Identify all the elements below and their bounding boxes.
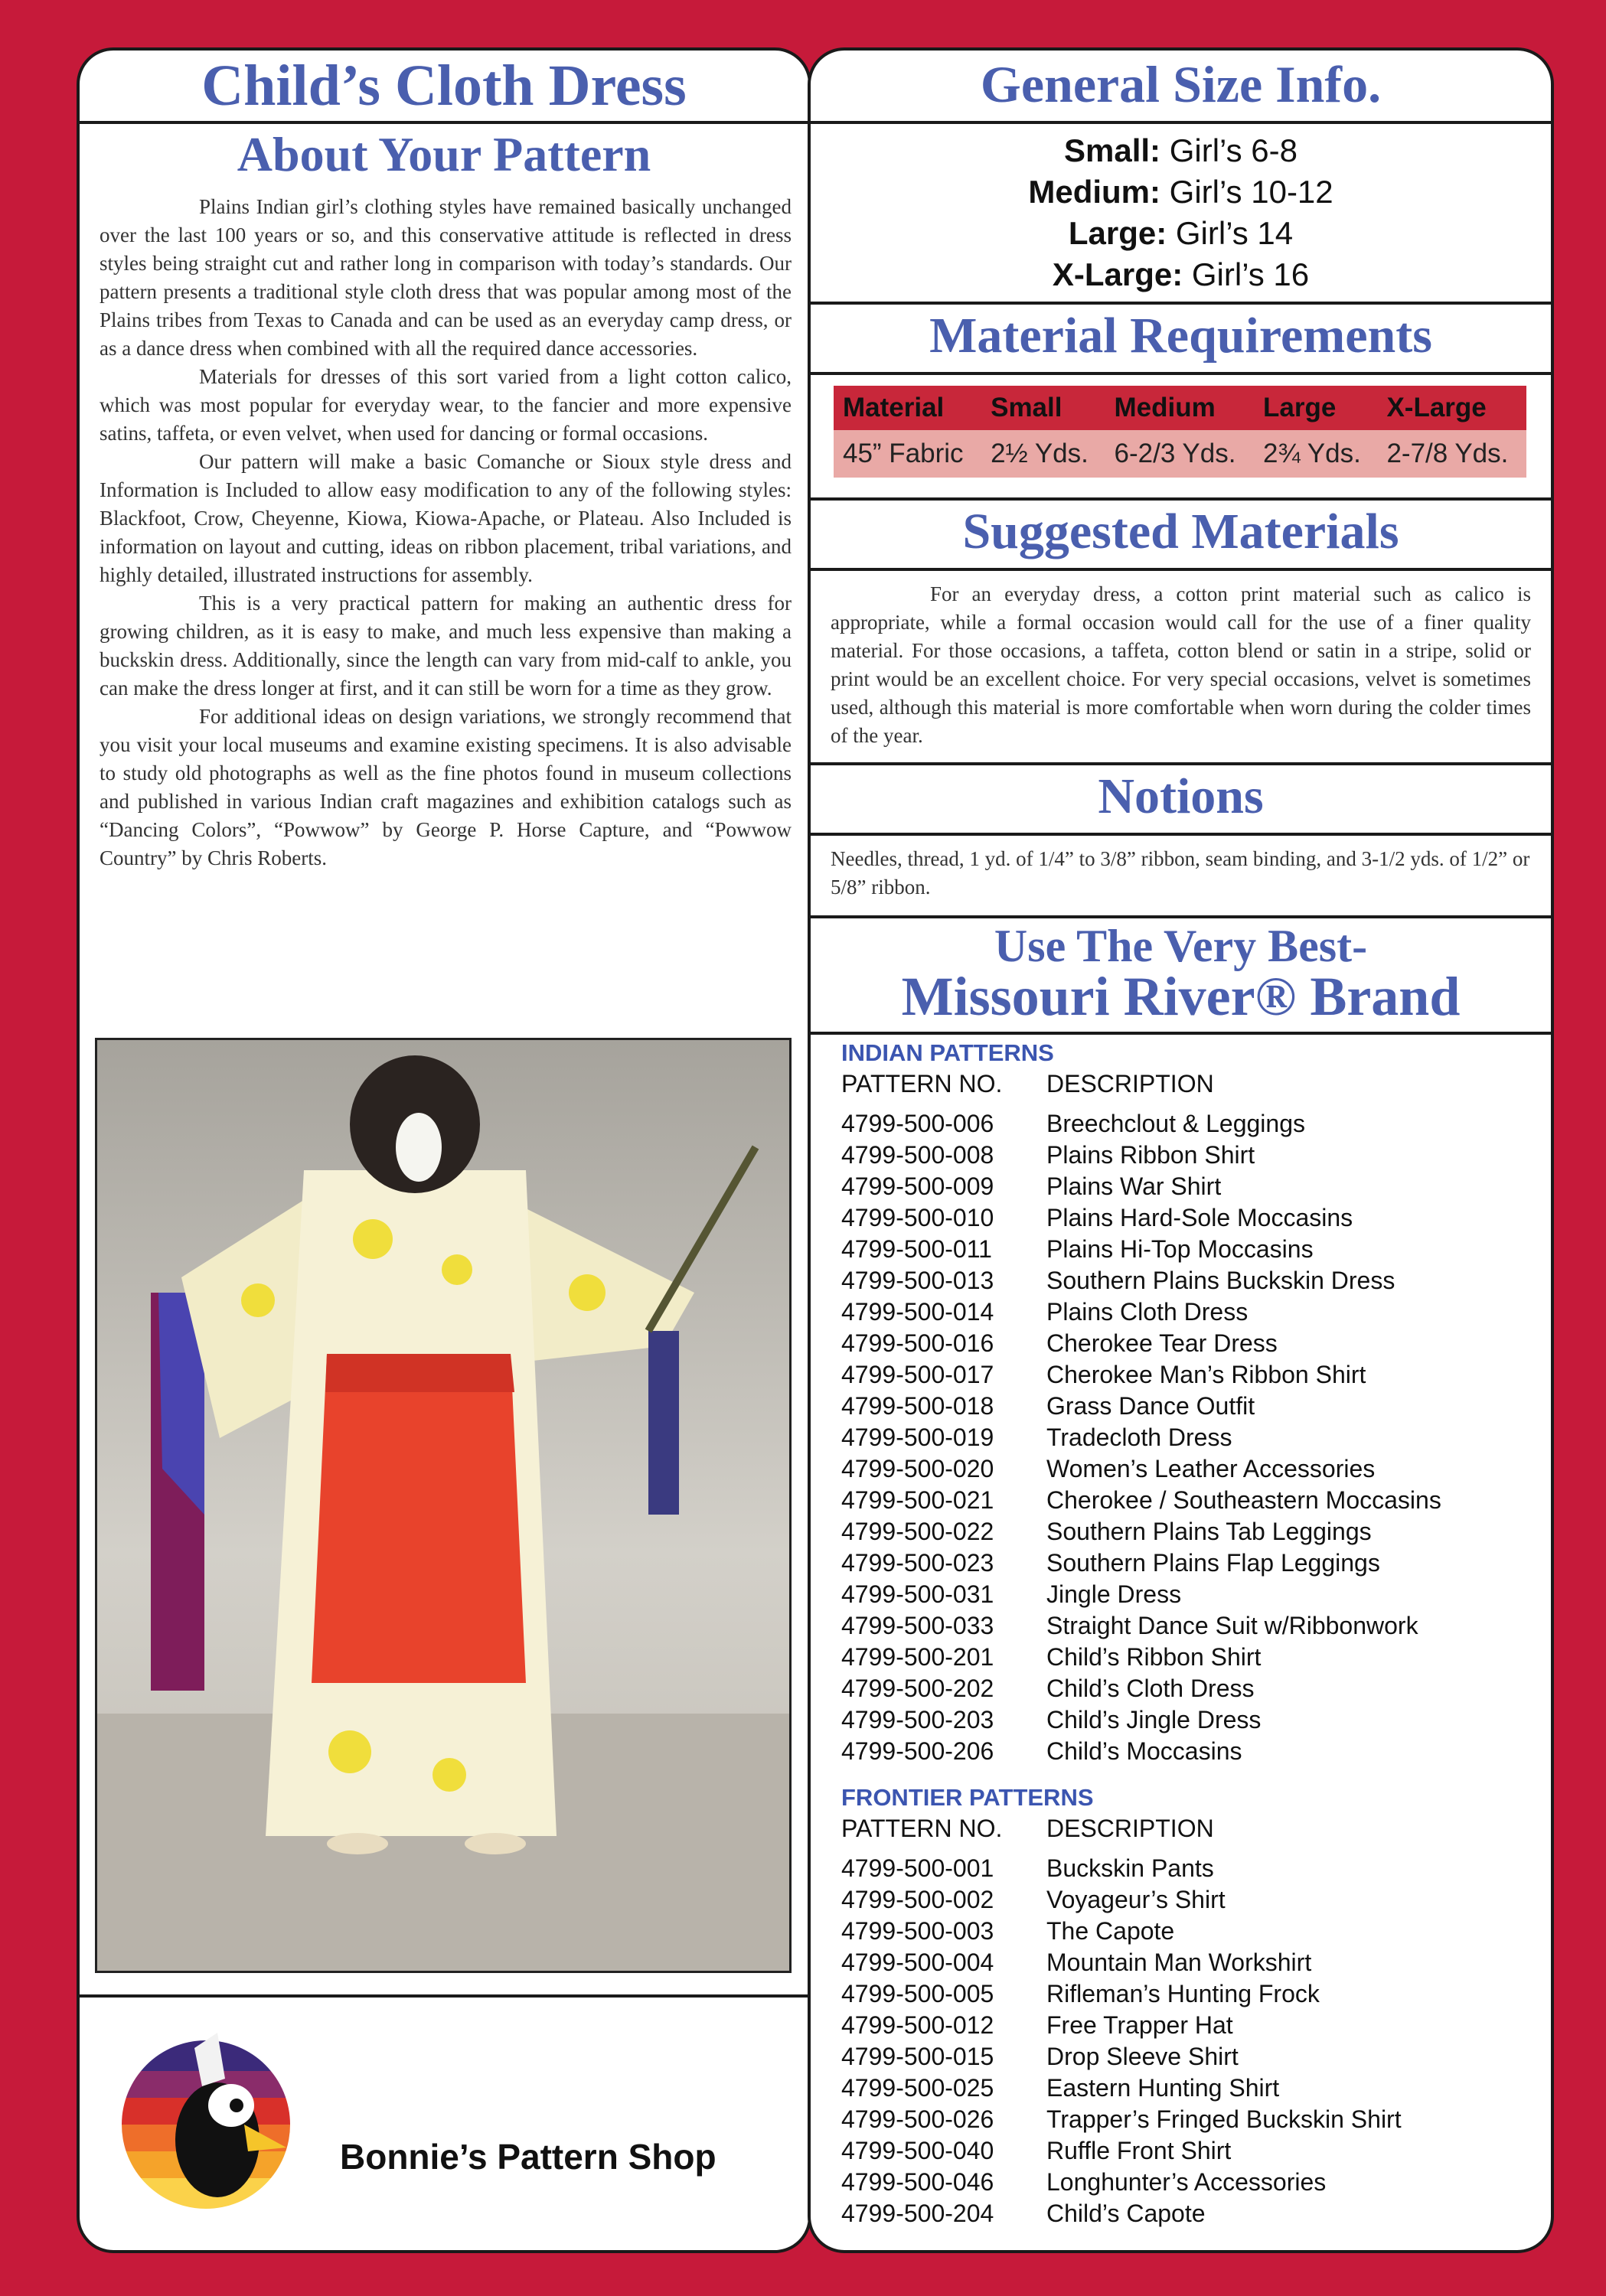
material-cell: 2½ Yds. bbox=[981, 430, 1105, 478]
size-label: Large: bbox=[1068, 215, 1167, 251]
brand-name: Bonnie’s Pattern Shop bbox=[340, 2137, 716, 2177]
size-title: General Size Info. bbox=[980, 55, 1382, 113]
pattern-number: 4799-500-204 bbox=[841, 2200, 994, 2227]
pattern-row bbox=[841, 1422, 1536, 1453]
material-header: Material bbox=[834, 386, 981, 430]
pattern-row bbox=[841, 1704, 1536, 1736]
pattern-description: Mountain Man Workshirt bbox=[1046, 1949, 1312, 1976]
pattern-description: Breechclout & Leggings bbox=[1046, 1110, 1305, 1137]
pattern-row bbox=[841, 1947, 1536, 1978]
pattern-number: 4799-500-012 bbox=[841, 2011, 994, 2039]
pattern-row bbox=[841, 1140, 1536, 1171]
pattern-number: 4799-500-015 bbox=[841, 2043, 994, 2070]
pattern-description: Eastern Hunting Shirt bbox=[1046, 2074, 1280, 2102]
pattern-description: Straight Dance Suit w/Ribbonwork bbox=[1046, 1612, 1418, 1639]
pattern-number: 4799-500-033 bbox=[841, 1612, 994, 1639]
pattern-number: 4799-500-016 bbox=[841, 1329, 994, 1357]
material-cell: 6-2/3 Yds. bbox=[1105, 430, 1255, 478]
size-row bbox=[811, 254, 1551, 295]
pattern-number: 4799-500-001 bbox=[841, 1854, 994, 1882]
pattern-description: Child’s Jingle Dress bbox=[1046, 1706, 1262, 1733]
col-header-desc: DESCRIPTION bbox=[1046, 1815, 1214, 1842]
divider bbox=[80, 121, 808, 124]
size-row bbox=[811, 130, 1551, 171]
pattern-row bbox=[841, 1548, 1536, 1579]
size-label: Small: bbox=[1064, 132, 1161, 168]
page-title: Child’s Cloth Dress bbox=[201, 54, 687, 118]
pattern-description: Cherokee Tear Dress bbox=[1046, 1329, 1278, 1357]
category-heading: INDIAN PATTERNS bbox=[841, 1039, 1054, 1066]
col-header-desc: DESCRIPTION bbox=[1046, 1070, 1214, 1097]
size-list bbox=[811, 130, 1551, 295]
pattern-row bbox=[841, 1391, 1536, 1422]
pattern-row bbox=[841, 1359, 1536, 1391]
indian-pattern-list bbox=[841, 1039, 1536, 1767]
pattern-description: Plains Cloth Dress bbox=[1046, 1298, 1249, 1326]
divider bbox=[811, 497, 1551, 501]
col-header-no: PATTERN NO. bbox=[841, 1070, 1003, 1097]
pattern-row bbox=[841, 1673, 1536, 1704]
pattern-number: 4799-500-031 bbox=[841, 1580, 994, 1608]
pattern-row bbox=[841, 1171, 1536, 1202]
material-header: Small bbox=[981, 386, 1105, 430]
pattern-number: 4799-500-025 bbox=[841, 2074, 994, 2102]
size-value: Girl’s 6-8 bbox=[1169, 132, 1298, 168]
pattern-number: 4799-500-021 bbox=[841, 1486, 994, 1514]
pattern-row bbox=[841, 1978, 1536, 2010]
pattern-description: Plains Hi-Top Moccasins bbox=[1046, 1235, 1314, 1263]
pattern-description: Southern Plains Buckskin Dress bbox=[1046, 1267, 1395, 1294]
pattern-number: 4799-500-046 bbox=[841, 2168, 994, 2196]
pattern-description: Child’s Cloth Dress bbox=[1046, 1675, 1255, 1702]
pattern-row bbox=[841, 1916, 1536, 1947]
pattern-description: Child’s Capote bbox=[1046, 2200, 1206, 2227]
pattern-description: Voyageur’s Shirt bbox=[1046, 1886, 1226, 1913]
notions-text: Needles, thread, 1 yd. of 1/4” to 3/8” ribbon, seam binding, and 3-1/2 yds. of 1/2” or 5/8” ribbon. bbox=[831, 847, 1530, 899]
pattern-row bbox=[841, 1296, 1536, 1328]
material-header: Large bbox=[1254, 386, 1377, 430]
size-value: Girl’s 16 bbox=[1191, 256, 1310, 292]
dress-photo bbox=[95, 1038, 792, 1973]
divider bbox=[811, 302, 1551, 305]
pattern-description: Ruffle Front Shirt bbox=[1046, 2137, 1232, 2164]
pattern-number: 4799-500-026 bbox=[841, 2105, 994, 2133]
divider bbox=[811, 762, 1551, 765]
pattern-description: Grass Dance Outfit bbox=[1046, 1392, 1255, 1420]
about-paragraph: For additional ideas on design variations, we strongly recommend that you visit your local museums and examine existing specimens. It is also advisable to study old photographs as well as the fine photos found in museum collections and published in various Indian craft magazines and exhibition catalogs such as “Dancing Colors”, “Powwow” by George P. Horse Capture, and “Powwow Country” by Chris Roberts. bbox=[100, 705, 792, 869]
pattern-number: 4799-500-011 bbox=[841, 1235, 992, 1263]
pattern-description: Cherokee Man’s Ribbon Shirt bbox=[1046, 1361, 1366, 1388]
pattern-row bbox=[841, 2198, 1536, 2229]
pattern-number: 4799-500-018 bbox=[841, 1392, 994, 1420]
pattern-row bbox=[841, 1234, 1536, 1265]
pattern-row bbox=[841, 1642, 1536, 1673]
about-paragraph: Materials for dresses of this sort varied from a light cotton calico, which was most popular for everyday wear, to the fancier and more expensive satins, taffeta, or even velvet, when used for dancing or formal occasions. bbox=[100, 365, 792, 445]
pattern-description: Longhunter’s Accessories bbox=[1046, 2168, 1327, 2196]
frontier-pattern-list bbox=[841, 1784, 1536, 2229]
pattern-row bbox=[841, 1579, 1536, 1610]
pattern-number: 4799-500-014 bbox=[841, 1298, 994, 1326]
pattern-description: Cherokee / Southeastern Moccasins bbox=[1046, 1486, 1441, 1514]
pattern-row bbox=[841, 1884, 1536, 1916]
brand-title: Missouri River® Brand bbox=[901, 966, 1461, 1027]
col-header-no: PATTERN NO. bbox=[841, 1815, 1003, 1842]
pattern-row bbox=[841, 2167, 1536, 2198]
size-row bbox=[811, 213, 1551, 254]
pattern-description: Plains Hard-Sole Moccasins bbox=[1046, 1204, 1353, 1231]
about-paragraph: Plains Indian girl’s clothing styles have remained basically unchanged over the last 100 years or so, and this conservative attitude is reflected in dress styles being straight cut and rather long in comparison with today’s standards. Our pattern presents a traditional style cloth dress that was popular among most of the Plains tribes from Texas to Canada and can be used as an everyday camp dress, or as a dance dress when combined with all the required dance accessories. bbox=[100, 195, 792, 360]
pattern-number: 4799-500-019 bbox=[841, 1424, 994, 1451]
pattern-description: Southern Plains Flap Leggings bbox=[1046, 1549, 1380, 1577]
material-cell: 45” Fabric bbox=[834, 430, 981, 478]
pattern-number: 4799-500-202 bbox=[841, 1675, 994, 1702]
pattern-row bbox=[841, 2010, 1536, 2041]
pattern-number: 4799-500-009 bbox=[841, 1172, 994, 1200]
divider bbox=[80, 1994, 808, 1998]
size-value: Girl’s 14 bbox=[1175, 215, 1294, 251]
size-label: Medium: bbox=[1028, 174, 1160, 210]
notions-title: Notions bbox=[1098, 768, 1264, 824]
pattern-row bbox=[841, 1853, 1536, 1884]
pattern-number: 4799-500-023 bbox=[841, 1549, 994, 1577]
divider bbox=[811, 568, 1551, 571]
pattern-row bbox=[841, 1516, 1536, 1548]
pattern-number: 4799-500-002 bbox=[841, 1886, 994, 1913]
pattern-description: Child’s Moccasins bbox=[1046, 1737, 1242, 1765]
pattern-row bbox=[841, 1328, 1536, 1359]
pattern-description: Buckskin Pants bbox=[1046, 1854, 1214, 1882]
pattern-number: 4799-500-004 bbox=[841, 1949, 994, 1976]
pattern-number: 4799-500-206 bbox=[841, 1737, 994, 1765]
pattern-description: Jingle Dress bbox=[1046, 1580, 1182, 1608]
about-paragraph: This is a very practical pattern for making an authentic dress for growing children, as it is easy to make, and much less expensive than making a buckskin dress. Additionally, since the length can vary from mid-calf to ankle, you can make the dress longer at first, and it can still be worn for a time as they grow. bbox=[100, 592, 792, 700]
pattern-row bbox=[841, 2104, 1536, 2135]
material-table bbox=[834, 386, 1526, 478]
dress-illustration bbox=[97, 1040, 789, 1971]
divider bbox=[811, 833, 1551, 836]
pattern-number: 4799-500-013 bbox=[841, 1267, 994, 1294]
size-row bbox=[811, 171, 1551, 213]
pattern-description: Women’s Leather Accessories bbox=[1046, 1455, 1376, 1482]
pattern-number: 4799-500-003 bbox=[841, 1917, 994, 1945]
pattern-row bbox=[841, 2073, 1536, 2104]
about-paragraph: Our pattern will make a basic Comanche or Sioux style dress and Information is Included to allow easy modification to any of the following styles: Blackfoot, Crow, Cheyenne, Kiowa, Kiowa-Apache, or Plateau. Also Included is information on layout and cutting, ideas on ribbon placement, tribal variations, and highly detailed, illustrated instructions for assembly. bbox=[100, 450, 792, 586]
pattern-number: 4799-500-201 bbox=[841, 1643, 994, 1671]
suggested-text: For an everyday dress, a cotton print material such as calico is appropriate, while a formal occasion would call for the use of a finer quality material. For those occasions, a taffeta, cotton blend or satin in a stripe, solid or print would be an excellent choice. For very special occasions, velvet is sometimes used, although this material is more comfortable when worn during the colder times of the year. bbox=[831, 582, 1531, 747]
material-cell: 2¾ Yds. bbox=[1254, 430, 1377, 478]
pattern-row bbox=[841, 1610, 1536, 1642]
pattern-number: 4799-500-010 bbox=[841, 1204, 994, 1231]
material-cell: 2-7/8 Yds. bbox=[1377, 430, 1526, 478]
size-label: X-Large: bbox=[1052, 256, 1183, 292]
divider bbox=[811, 1032, 1551, 1035]
pattern-row bbox=[841, 1485, 1536, 1516]
notions-body bbox=[831, 845, 1531, 902]
material-title: Material Requirements bbox=[929, 308, 1432, 364]
pattern-number: 4799-500-020 bbox=[841, 1455, 994, 1482]
pattern-row bbox=[841, 1202, 1536, 1234]
suggested-body bbox=[831, 580, 1531, 750]
pattern-description: Rifleman’s Hunting Frock bbox=[1046, 1980, 1320, 2007]
pattern-number: 4799-500-022 bbox=[841, 1518, 994, 1545]
divider bbox=[811, 121, 1551, 124]
left-panel bbox=[77, 47, 811, 2253]
pattern-number: 4799-500-008 bbox=[841, 1141, 994, 1169]
material-row bbox=[834, 430, 1526, 478]
pattern-row bbox=[841, 1453, 1536, 1485]
pattern-description: Plains War Shirt bbox=[1046, 1172, 1222, 1200]
column-headers bbox=[841, 1067, 1536, 1101]
pattern-description: Child’s Ribbon Shirt bbox=[1046, 1643, 1262, 1671]
size-value: Girl’s 10-12 bbox=[1169, 174, 1333, 210]
pattern-row bbox=[841, 2135, 1536, 2167]
material-header-row bbox=[834, 386, 1526, 430]
pattern-description: Southern Plains Tab Leggings bbox=[1046, 1518, 1372, 1545]
category-heading: FRONTIER PATTERNS bbox=[841, 1784, 1094, 1811]
divider bbox=[811, 915, 1551, 918]
divider bbox=[811, 372, 1551, 375]
brand-slogan: Use The Very Best- bbox=[994, 921, 1368, 971]
pattern-number: 4799-500-040 bbox=[841, 2137, 994, 2164]
section-title-about: About Your Pattern bbox=[237, 127, 651, 181]
pattern-number: 4799-500-203 bbox=[841, 1706, 994, 1733]
bonnies-logo bbox=[103, 2017, 309, 2224]
pattern-row bbox=[841, 1108, 1536, 1140]
pattern-number: 4799-500-017 bbox=[841, 1361, 994, 1388]
pattern-row bbox=[841, 1736, 1536, 1767]
pattern-row bbox=[841, 2041, 1536, 2073]
pattern-description: Tradecloth Dress bbox=[1046, 1424, 1232, 1451]
column-headers bbox=[841, 1812, 1536, 1845]
pattern-description: Drop Sleeve Shirt bbox=[1046, 2043, 1239, 2070]
pattern-description: The Capote bbox=[1046, 1917, 1175, 1945]
material-header: X-Large bbox=[1377, 386, 1526, 430]
about-body bbox=[100, 193, 792, 872]
suggested-title: Suggested Materials bbox=[962, 504, 1399, 559]
pattern-description: Free Trapper Hat bbox=[1046, 2011, 1233, 2039]
material-header: Medium bbox=[1105, 386, 1255, 430]
pattern-number: 4799-500-005 bbox=[841, 1980, 994, 2007]
pattern-row bbox=[841, 1265, 1536, 1296]
right-panel bbox=[808, 47, 1554, 2253]
pattern-description: Plains Ribbon Shirt bbox=[1046, 1141, 1255, 1169]
pattern-number: 4799-500-006 bbox=[841, 1110, 994, 1137]
pattern-description: Trapper’s Fringed Buckskin Shirt bbox=[1046, 2105, 1402, 2133]
